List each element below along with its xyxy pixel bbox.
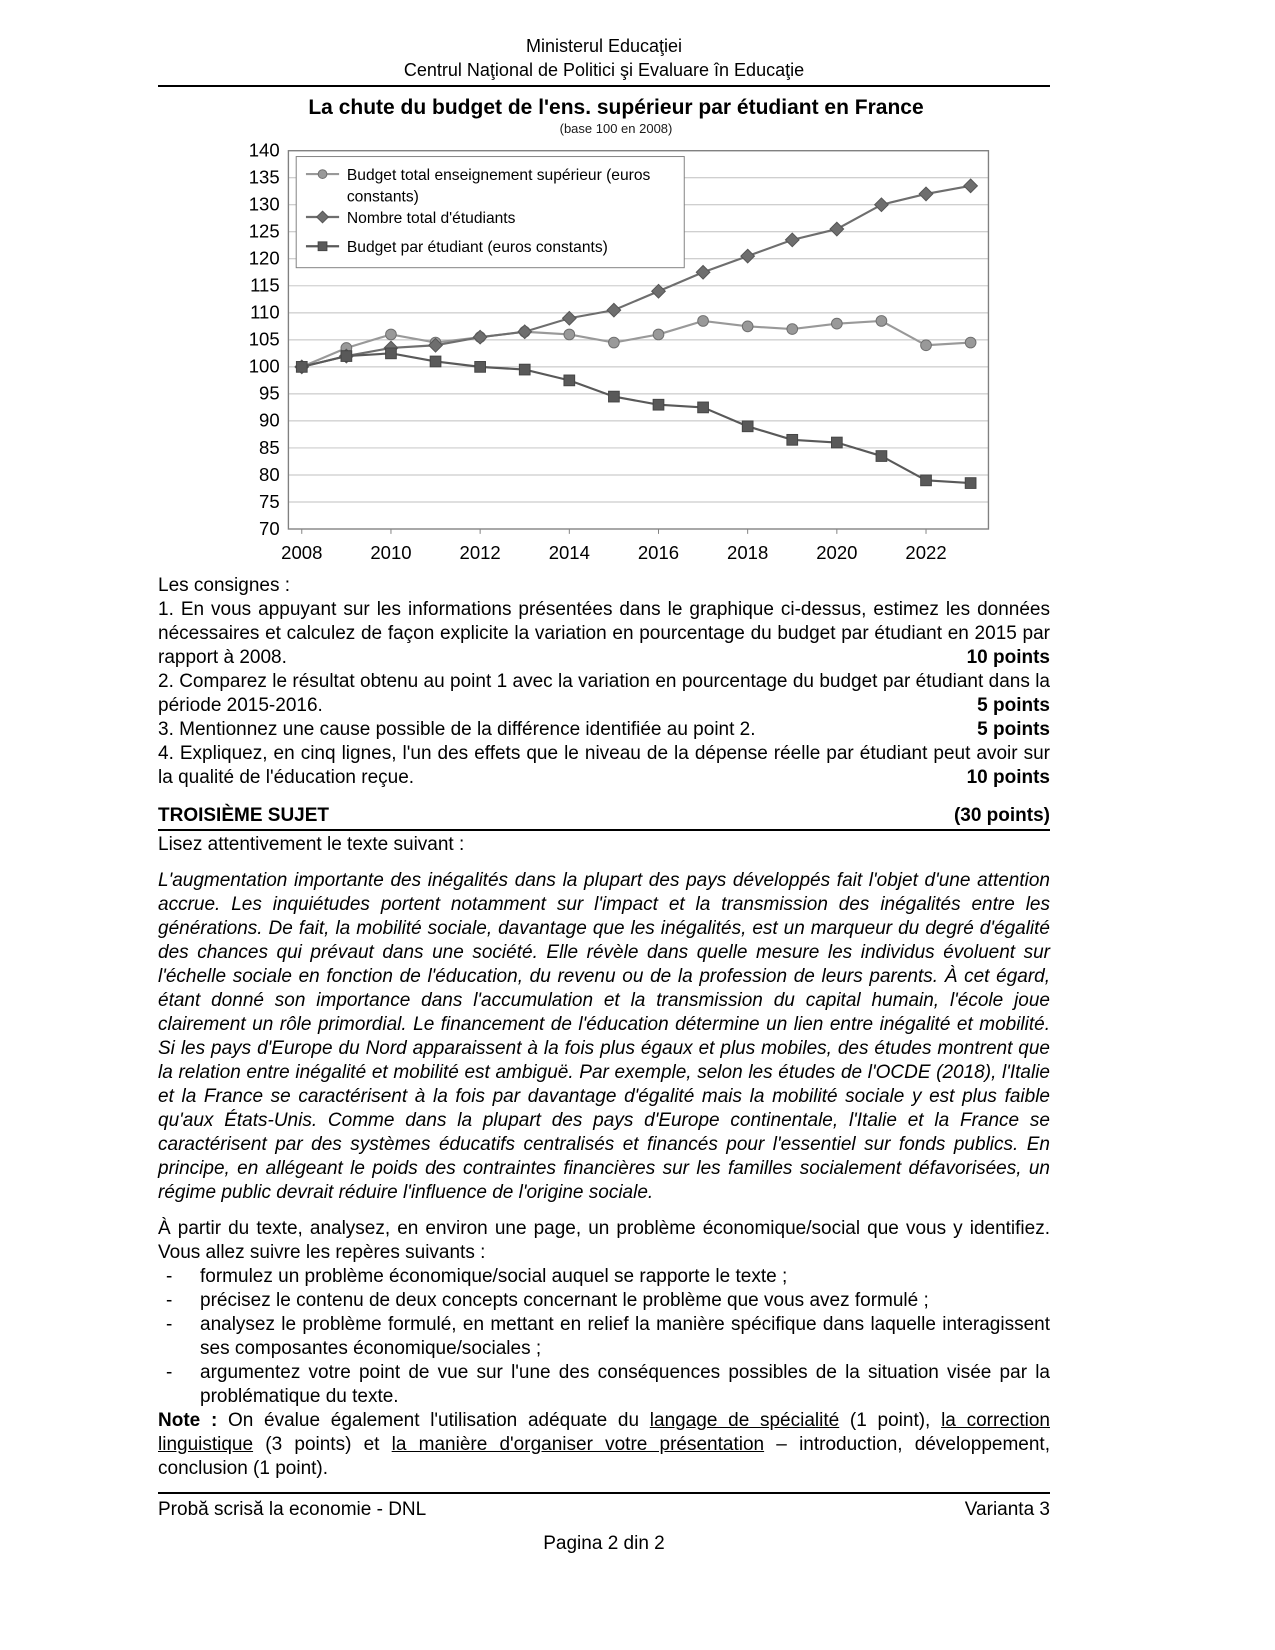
x-tick-label: 2012 (459, 542, 501, 564)
text-excerpt: L'augmentation importante des inégalités dans la plupart des pays développés fait l'objet d'une attention accrue. Les inquiétudes portent notamment sur l'impact et la transmission des inégalités entre les générations. De fait, la mobilité sociale, davantage que les inégalités, est un marqueur du degré d'égalité des chances qui prévaut dans une société. Elle révèle dans quelle mesure les individus évoluent sur l'échelle sociale en fonction de l'éducation, du revenu ou de la profession de leurs parents. À cet égard, étant donné son importance dans l'accumulation et la transmission du capital humain, l'école joue clairement un rôle primordial. Le financement de l'éducation détermine un lien entre inégalité et mobilité. Si les pays d'Europe du Nord apparaissent à la fois plus égaux et plus mobiles, des études montrent que la relation entre inégalité et mobilité est ambiguë. Par exemple, selon les études de l'OCDE (2018), l'Italie et la France se caractérisent à la fois par davantage d'égalité mais la mobilité sociale y est plus faible qu'aux États-Unis. Comme dans la plupart des pays d'Europe continentale, l'Italie et la France se caractérisent par des systèmes éducatifs centralisés et financés pour l'essentiel sur fonds publics. En principe, en allégeant le poids des contraintes financières sur les familles socialement défavorisées, un régime public devrait réduire l'influence de l'origine sociale. (158, 870, 1050, 1203)
y-tick-label: 115 (250, 274, 280, 296)
square-marker (609, 391, 620, 402)
x-tick-label: 2022 (905, 542, 947, 564)
y-tick-label: 105 (248, 328, 280, 350)
note-underlined-phrase: la manière d'organiser votre présentation (391, 1434, 765, 1455)
square-marker (430, 356, 441, 367)
y-tick-label: 130 (248, 193, 280, 215)
bullet-text: formulez un problème économique/social auquel se rapporte le texte ; (200, 1266, 788, 1287)
x-tick-label: 2010 (370, 542, 412, 564)
note-text: (1 point), (839, 1410, 942, 1431)
series-circle (296, 316, 976, 373)
diamond-marker (875, 198, 889, 212)
note-underlined-phrase: la correction linguistique (158, 1410, 1050, 1455)
bullet-item-3 (158, 1313, 1050, 1361)
square-marker (831, 437, 842, 448)
consigne-text: 2. Comparez le résultat obtenu au point 1 avec la variation en pourcentage du budget par étudiant dans la période 2015-2016. (158, 671, 1050, 716)
y-tick-label: 75 (259, 490, 280, 512)
bullet-list (158, 1265, 1050, 1409)
circle-marker (921, 340, 932, 351)
x-tick-label: 2018 (727, 542, 769, 564)
diamond-marker (785, 233, 799, 247)
footer-row (158, 1492, 1050, 1522)
square-marker (787, 434, 798, 445)
square-marker (519, 364, 530, 375)
square-marker (296, 362, 307, 373)
square-marker (965, 478, 976, 489)
header-divider (158, 85, 1050, 87)
bullet-dash-marker: - (166, 1314, 173, 1335)
diamond-marker (964, 179, 978, 193)
y-tick-label: 95 (259, 382, 280, 404)
chart-legend (296, 157, 684, 268)
consigne-text: 1. En vous appuyant sur les informations présentées dans le graphique ci-dessus, estimez les données nécessaires et calculez de façon explicite la variation en pourcentage du budget par étudiant en 2015 par rapport à 2008. (158, 599, 1050, 668)
consigne-item-3 (158, 718, 1050, 742)
bullet-dash-marker: - (166, 1266, 173, 1287)
budget-chart-svg (226, 139, 1006, 568)
y-tick-label: 110 (250, 301, 280, 323)
points-badge: 10 points (966, 647, 1050, 668)
diamond-marker (473, 330, 487, 344)
note-text: On évalue également l'utilisation adéquate du (217, 1410, 650, 1431)
diamond-marker (741, 249, 755, 263)
consignes-items (158, 598, 1050, 790)
x-tick-label: 2008 (281, 542, 323, 564)
bullet-item-4 (158, 1361, 1050, 1409)
circle-marker (318, 170, 327, 179)
sujet3-points: (30 points) (953, 805, 1050, 826)
diamond-marker (919, 187, 933, 201)
chart-title: La chute du budget de l'ens. supérieur par étudiant en France (308, 96, 924, 119)
page-number: Pagina 2 din 2 (543, 1533, 665, 1554)
square-marker (742, 421, 753, 432)
consigne-text: 3. Mentionnez une cause possible de la différence identifiée au point 2. (158, 719, 756, 740)
square-marker (698, 402, 709, 413)
series-square (296, 348, 976, 488)
square-marker (921, 475, 932, 486)
legend-label: constants) (346, 188, 419, 206)
bullet-item-1 (158, 1265, 1050, 1289)
circle-marker (742, 321, 753, 332)
y-tick-label: 70 (259, 517, 280, 539)
square-marker (876, 451, 887, 462)
consigne-text: 4. Expliquez, en cinq lignes, l'un des effets que le niveau de la dépense réelle par étudiant peut avoir sur la qualité de l'éducation reçue. (158, 743, 1050, 788)
circle-marker (876, 316, 887, 327)
circle-marker (609, 337, 620, 348)
y-tick-label: 125 (248, 220, 280, 242)
legend-label: Budget total enseignement supérieur (euros (346, 166, 651, 184)
square-marker (341, 351, 352, 362)
footer-exam-name: Probă scrisă la economie - DNL (158, 1499, 427, 1520)
points-badge: 10 points (966, 767, 1050, 788)
square-marker (386, 348, 397, 359)
circle-marker (653, 329, 664, 340)
chart-subtitle: (base 100 en 2008) (559, 121, 673, 136)
y-tick-label: 140 (248, 139, 280, 161)
series-line (302, 321, 971, 367)
budget-chart (226, 95, 1006, 568)
circle-marker (386, 329, 397, 340)
y-tick-label: 85 (259, 436, 280, 458)
consignes-intro: Les consignes : (158, 575, 291, 596)
legend-label: Budget par étudiant (euros constants) (346, 239, 608, 257)
sujet3-title: TROISIÈME SUJET (158, 805, 330, 826)
consigne-item-1 (158, 598, 1050, 670)
y-tick-label: 100 (248, 355, 280, 377)
diamond-marker (562, 311, 576, 325)
page-footer (158, 1492, 1050, 1556)
sujet3-lead: Lisez attentivement le texte suivant : (158, 834, 465, 855)
page-content (158, 0, 1050, 1481)
bullet-item-2 (158, 1289, 1050, 1313)
analysis-intro: À partir du texte, analysez, en environ une page, un problème économique/social que vous y identifiez. Vous allez suivre les repères suivants : (158, 1218, 1050, 1263)
square-marker (318, 242, 327, 251)
y-tick-label: 90 (259, 409, 280, 431)
note-underlined-phrase: langage de spécialité (649, 1410, 840, 1431)
points-badge: 5 points (977, 695, 1050, 716)
consignes-section (158, 574, 1050, 790)
header-center: Centrul Naţional de Politici şi Evaluare în Educaţie (403, 60, 805, 80)
x-tick-label: 2016 (637, 542, 680, 564)
bullet-text: argumentez votre point de vue sur l'une des conséquences possibles de la situation visée par la problématique du texte. (200, 1362, 1050, 1407)
y-tick-label: 80 (259, 463, 280, 485)
diamond-marker (518, 325, 532, 339)
series-line (302, 353, 971, 483)
consigne-item-4 (158, 742, 1050, 790)
circle-marker (698, 316, 709, 327)
header-ministry: Ministerul Educaţiei (525, 36, 683, 56)
square-marker (475, 362, 486, 373)
circle-marker (564, 329, 575, 340)
points-badge: 5 points (977, 719, 1050, 740)
circle-marker (831, 318, 842, 329)
bullet-text: analysez le problème formulé, en mettant en relief la manière spécifique dans laquelle interagissent ses composantes économique/sociales ; (200, 1314, 1050, 1359)
square-marker (564, 375, 575, 386)
note-text: – introduction, développement, conclusion (1 point). (158, 1434, 1050, 1479)
y-tick-label: 120 (248, 247, 280, 269)
note-paragraph (158, 1409, 1050, 1481)
bullet-dash-marker: - (166, 1290, 173, 1311)
consigne-item-2 (158, 670, 1050, 718)
legend-label: Nombre total d'étudiants (346, 209, 516, 227)
x-tick-label: 2014 (548, 542, 590, 564)
circle-marker (965, 337, 976, 348)
diamond-marker (607, 303, 621, 317)
square-marker (653, 399, 664, 410)
note-label: Note : (158, 1410, 218, 1431)
bullet-text: précisez le contenu de deux concepts concernant le problème que vous avez formulé ; (200, 1290, 929, 1311)
y-tick-label: 135 (248, 166, 280, 188)
note-text: (3 points) et (253, 1434, 392, 1455)
diamond-marker (830, 222, 844, 236)
document-header (158, 0, 1050, 82)
x-tick-label: 2020 (816, 542, 858, 564)
diamond-marker (696, 265, 710, 279)
sujet3-heading (158, 804, 1050, 831)
bullet-dash-marker: - (166, 1362, 173, 1383)
footer-variant: Varianta 3 (964, 1499, 1050, 1520)
circle-marker (787, 324, 798, 335)
diamond-marker (652, 284, 666, 298)
